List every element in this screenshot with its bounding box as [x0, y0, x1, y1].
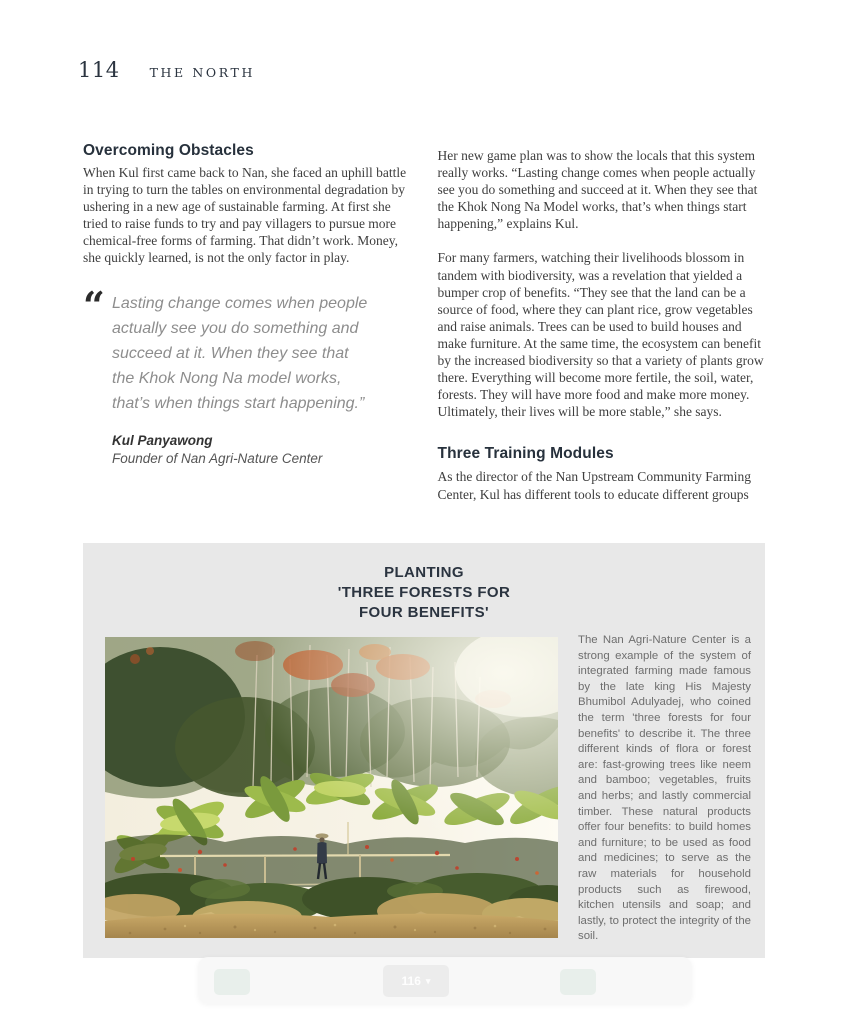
feature-box — [83, 543, 765, 958]
viewer-toolbar — [198, 957, 692, 1004]
pull-quote — [83, 282, 412, 466]
feature-title-line-1: PLANTING — [384, 564, 464, 581]
light-haze — [105, 637, 558, 938]
quote-mark-icon: “ — [83, 282, 105, 328]
attribution-role: Founder of Nan Agri-Nature Center — [112, 450, 323, 466]
feature-box-title — [83, 543, 765, 623]
page-indicator: 116 — [401, 974, 421, 988]
intro-paragraph: When Kul first came back to Nan, she faced an uphill battle in trying to turn the tables on environmental degradation by ushering in a new age of sustainable farming. At first she tried to raise funds to try and pay villagers to pursue more chemical-free forms of farming. That didn’t work. Money, she quickly learned, is not the only factor in play. — [83, 165, 407, 266]
pull-quote-text: Lasting change comes when people actually see you do something and succeed at it. When they see that the Khok Nong Na model works, that’s when things start happening.” — [112, 294, 368, 412]
right-column — [438, 142, 767, 503]
toolbar-prev-button[interactable] — [214, 969, 250, 995]
heading-three-training-modules: Three Training Modules — [437, 445, 614, 463]
heading-overcoming-obstacles: Overcoming Obstacles — [83, 142, 254, 159]
article-columns — [83, 142, 766, 503]
page-number: 114 — [78, 58, 120, 82]
running-header — [78, 58, 255, 82]
paragraph-game-plan: Her new game plan was to show the locals that this system really works. “Lasting change comes when people actually see you do something and succeed at it. When they see that the Khok Nong Na Model works, that’s when things start happening,” explains Kul. — [437, 148, 758, 232]
paragraph-director: As the director of the Nan Upstream Community Farming Center, Kul has different tools to educate different groups — [437, 469, 751, 502]
attribution-name: Kul Panyawong — [112, 432, 213, 448]
section-title: THE NORTH — [149, 65, 255, 80]
feature-title-line-3: FOUR BENEFITS' — [358, 604, 489, 621]
left-column — [83, 142, 412, 503]
feature-title-line-2: 'THREE FORESTS FOR — [337, 584, 511, 601]
toolbar-page-chip[interactable] — [383, 965, 449, 997]
chevron-down-icon: ▾ — [425, 975, 431, 986]
feature-box-body-text: The Nan Agri-Nature Center is a strong example of the system of integrated farming made famous by the late king His Majesty Bhumibol Adulyadej, who coined the term 'three forests for four benefits' to describe it. The three different kinds of flora or forest are: fast-growing trees like neem and bamboo; vegetables, fruits and herbs; and lastly commercial timber. These natural products offer four benefits: to build homes and furniture; to be used as food and medicines; to serve as the raw materials for household products such as firewood, kitchen utensils and soap; and lastly, to protect the integrity of the soil. — [578, 634, 751, 943]
paragraph-farmers-benefits: For many farmers, watching their livelihoods blossom in tandem with biodiversity, was a revelation that yielded a bumper crop of benefits. “They see that the land can be a source of food, where they can plant rice, grow vegetables and raise animals. Trees can be used to build houses and make furniture. At the same time, the ecosystem can benefit by the increased biodiversity so that a variety of plants grow there. Everything will become more fertile, the soil, water, forests. They will have more food and make more money. Ultimately, their lives will be more stable,” she says. — [437, 250, 764, 420]
toolbar-next-button[interactable] — [560, 969, 596, 995]
forest-photo — [105, 637, 558, 938]
